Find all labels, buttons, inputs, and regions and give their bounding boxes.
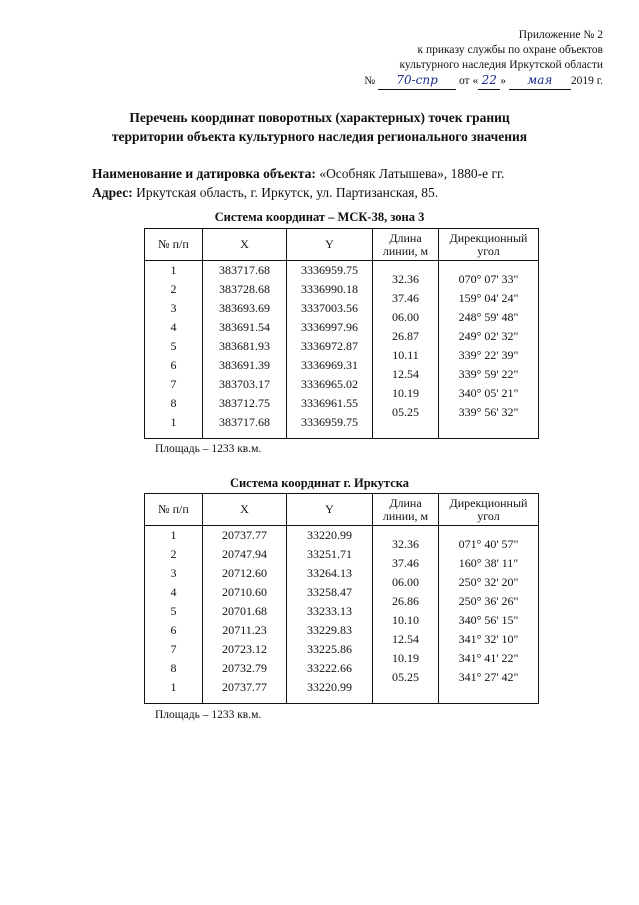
- point-number: 2: [170, 547, 177, 561]
- angle-value: 249° 02' 32": [458, 329, 519, 343]
- y-value: 33225.86: [307, 642, 352, 656]
- angle-value: 340° 05' 21": [458, 386, 519, 400]
- coordinates-table-msk38: [144, 228, 539, 439]
- area-irkutsk: Площадь – 1233 кв.м.: [155, 709, 262, 721]
- system-2-title: Система координат г. Иркутска: [229, 476, 410, 490]
- length-value: 05.25: [392, 405, 419, 419]
- x-value: 20712.60: [222, 566, 267, 580]
- y-value: 33264.13: [307, 566, 352, 580]
- header-angle-line-2: угол: [477, 508, 500, 523]
- object-name-row: [92, 164, 504, 183]
- y-value: 3336961.55: [301, 396, 358, 410]
- order-number-handwritten: 70-спр: [396, 73, 438, 87]
- y-value: 33251.71: [307, 547, 352, 561]
- point-number: 4: [170, 320, 177, 334]
- angle-column: [439, 526, 539, 704]
- x-value: 20711.23: [222, 623, 267, 637]
- length-column: [373, 526, 439, 704]
- header-y: Y: [287, 494, 373, 526]
- object-name-value: «Особняк Латышева», 1880-е гг.: [319, 166, 505, 181]
- points-column: [145, 526, 203, 704]
- order-day-field: [478, 73, 500, 90]
- length-value: 37.46: [392, 556, 419, 570]
- x-value: 20732.79: [222, 661, 267, 675]
- point-number: 1: [170, 528, 177, 542]
- area-msk38: Площадь – 1233 кв.м.: [155, 443, 262, 455]
- order-month-handwritten: мая: [527, 73, 553, 87]
- length-value: 06.00: [392, 575, 419, 589]
- appendix-order-ref: к приказу службы по охране объектов: [417, 44, 603, 56]
- document-title: [0, 108, 639, 146]
- order-month-field: [509, 73, 571, 90]
- point-number: 3: [170, 566, 177, 580]
- length-value: 10.10: [392, 613, 419, 627]
- y-value: 3336997.96: [301, 320, 358, 334]
- x-value: 383703.17: [219, 377, 270, 391]
- y-value: 33220.99: [307, 680, 352, 694]
- point-number: 6: [170, 623, 177, 637]
- point-number: 1: [170, 680, 177, 694]
- y-column: [287, 526, 373, 704]
- header-length-line-2: линии, м: [382, 508, 429, 523]
- order-number-date: [364, 73, 603, 90]
- angle-value: 341° 27' 42": [458, 670, 519, 684]
- header-length-line-1: Длина: [389, 495, 422, 510]
- x-value: 383681.93: [219, 339, 270, 353]
- header-length-line-2: линии, м: [382, 243, 429, 258]
- angle-value: 159° 04' 24": [458, 291, 519, 305]
- header-x: X: [203, 494, 287, 526]
- y-value: 3337003.56: [301, 301, 358, 315]
- y-value: 33222.66: [307, 661, 352, 675]
- header-angle-line-1: Дирекционный: [449, 495, 528, 510]
- appendix-number: Приложение № 2: [518, 29, 603, 41]
- point-number: 1: [170, 263, 177, 277]
- point-number: 7: [170, 642, 177, 656]
- angle-value: 339° 22' 39": [458, 348, 519, 362]
- header-num: № п/п: [145, 494, 203, 526]
- y-value: 3336959.75: [301, 263, 358, 277]
- document-title-line-2: территории объекта культурного наследия регионального значения: [111, 129, 528, 144]
- angle-value: 340° 56' 15": [458, 613, 519, 627]
- object-address-row: [92, 183, 504, 202]
- header-length: [373, 229, 439, 261]
- length-value: 12.54: [392, 632, 419, 646]
- x-value: 20701.68: [222, 604, 267, 618]
- document-title-line-1: Перечень координат поворотных (характерных) точек границ: [129, 110, 510, 125]
- length-value: 26.86: [392, 594, 419, 608]
- x-value: 383717.68: [219, 263, 270, 277]
- y-value: 3336965.02: [301, 377, 358, 391]
- header-num: № п/п: [145, 229, 203, 261]
- length-value: 32.36: [392, 537, 419, 551]
- point-number: 4: [170, 585, 177, 599]
- point-number: 8: [170, 661, 177, 675]
- points-column: [145, 261, 203, 439]
- x-value: 20737.77: [222, 680, 267, 694]
- point-number: 5: [170, 339, 177, 353]
- length-column: [373, 261, 439, 439]
- point-number: 3: [170, 301, 177, 315]
- y-value: 3336969.31: [301, 358, 358, 372]
- length-value: 12.54: [392, 367, 419, 381]
- y-value: 33220.99: [307, 528, 352, 542]
- x-value: 20710.60: [222, 585, 267, 599]
- x-value: 383691.39: [219, 358, 270, 372]
- x-value: 20723.12: [222, 642, 267, 656]
- x-value: 383712.75: [219, 396, 270, 410]
- length-value: 32.36: [392, 272, 419, 286]
- y-value: 33258.47: [307, 585, 352, 599]
- point-number: 8: [170, 396, 177, 410]
- length-value: 06.00: [392, 310, 419, 324]
- x-column: [203, 261, 287, 439]
- appendix-authority: культурного наследия Иркутской области: [399, 59, 603, 71]
- length-value: 10.11: [392, 348, 419, 362]
- x-column: [203, 526, 287, 704]
- y-value: 33229.83: [307, 623, 352, 637]
- point-number: 5: [170, 604, 177, 618]
- object-name-label: Наименование и датировка объекта:: [92, 166, 316, 181]
- header-angle: [439, 494, 539, 526]
- angle-value: 248° 59' 48": [458, 310, 519, 324]
- point-number: 6: [170, 358, 177, 372]
- length-value: 37.46: [392, 291, 419, 305]
- order-number-field: [378, 73, 456, 90]
- angle-value: 339° 56' 32": [458, 405, 519, 419]
- y-value: 3336990.18: [301, 282, 358, 296]
- length-value: 10.19: [392, 651, 419, 665]
- object-address-value: Иркутская область, г. Иркутск, ул. Партизанская, 85.: [136, 185, 439, 200]
- point-number: 1: [170, 415, 177, 429]
- object-info: [92, 164, 504, 202]
- system-1-title: Система координат – МСК-38, зона 3: [214, 210, 425, 224]
- header-angle-line-2: угол: [477, 243, 500, 258]
- y-value: 3336972.87: [301, 339, 358, 353]
- angle-column: [439, 261, 539, 439]
- point-number: 7: [170, 377, 177, 391]
- point-number: 2: [170, 282, 177, 296]
- coordinates-table-irkutsk: [144, 493, 539, 704]
- angle-value: 339° 59' 22": [458, 367, 519, 381]
- order-number-prefix: №: [364, 75, 376, 87]
- x-value: 383717.68: [219, 415, 270, 429]
- appendix-header: [364, 28, 603, 90]
- object-address-label: Адрес:: [92, 185, 133, 200]
- length-value: 10.19: [392, 386, 419, 400]
- angle-value: 250° 32' 20": [458, 575, 519, 589]
- x-value: 20737.77: [222, 528, 267, 542]
- angle-value: 341° 41' 22": [458, 651, 519, 665]
- angle-value: 341° 32' 10": [458, 632, 519, 646]
- order-date-quote: »: [500, 75, 506, 87]
- header-y: Y: [287, 229, 373, 261]
- order-date-prefix: от «: [458, 75, 479, 87]
- order-day-handwritten: 22: [481, 73, 497, 87]
- x-value: 20747.94: [222, 547, 267, 561]
- angle-value: 160° 38' 11": [458, 556, 519, 570]
- header-length-line-1: Длина: [389, 230, 422, 245]
- length-value: 05.25: [392, 670, 419, 684]
- y-value: 3336959.75: [301, 415, 358, 429]
- angle-value: 070° 07' 33": [458, 272, 519, 286]
- header-angle: [439, 229, 539, 261]
- header-length: [373, 494, 439, 526]
- y-column: [287, 261, 373, 439]
- x-value: 383691.54: [219, 320, 270, 334]
- header-angle-line-1: Дирекционный: [449, 230, 528, 245]
- y-value: 33233.13: [307, 604, 352, 618]
- order-year: 2019 г.: [570, 75, 603, 87]
- angle-value: 071° 40' 57": [458, 537, 519, 551]
- length-value: 26.87: [392, 329, 419, 343]
- angle-value: 250° 36' 26": [458, 594, 519, 608]
- header-x: X: [203, 229, 287, 261]
- x-value: 383728.68: [219, 282, 270, 296]
- x-value: 383693.69: [219, 301, 270, 315]
